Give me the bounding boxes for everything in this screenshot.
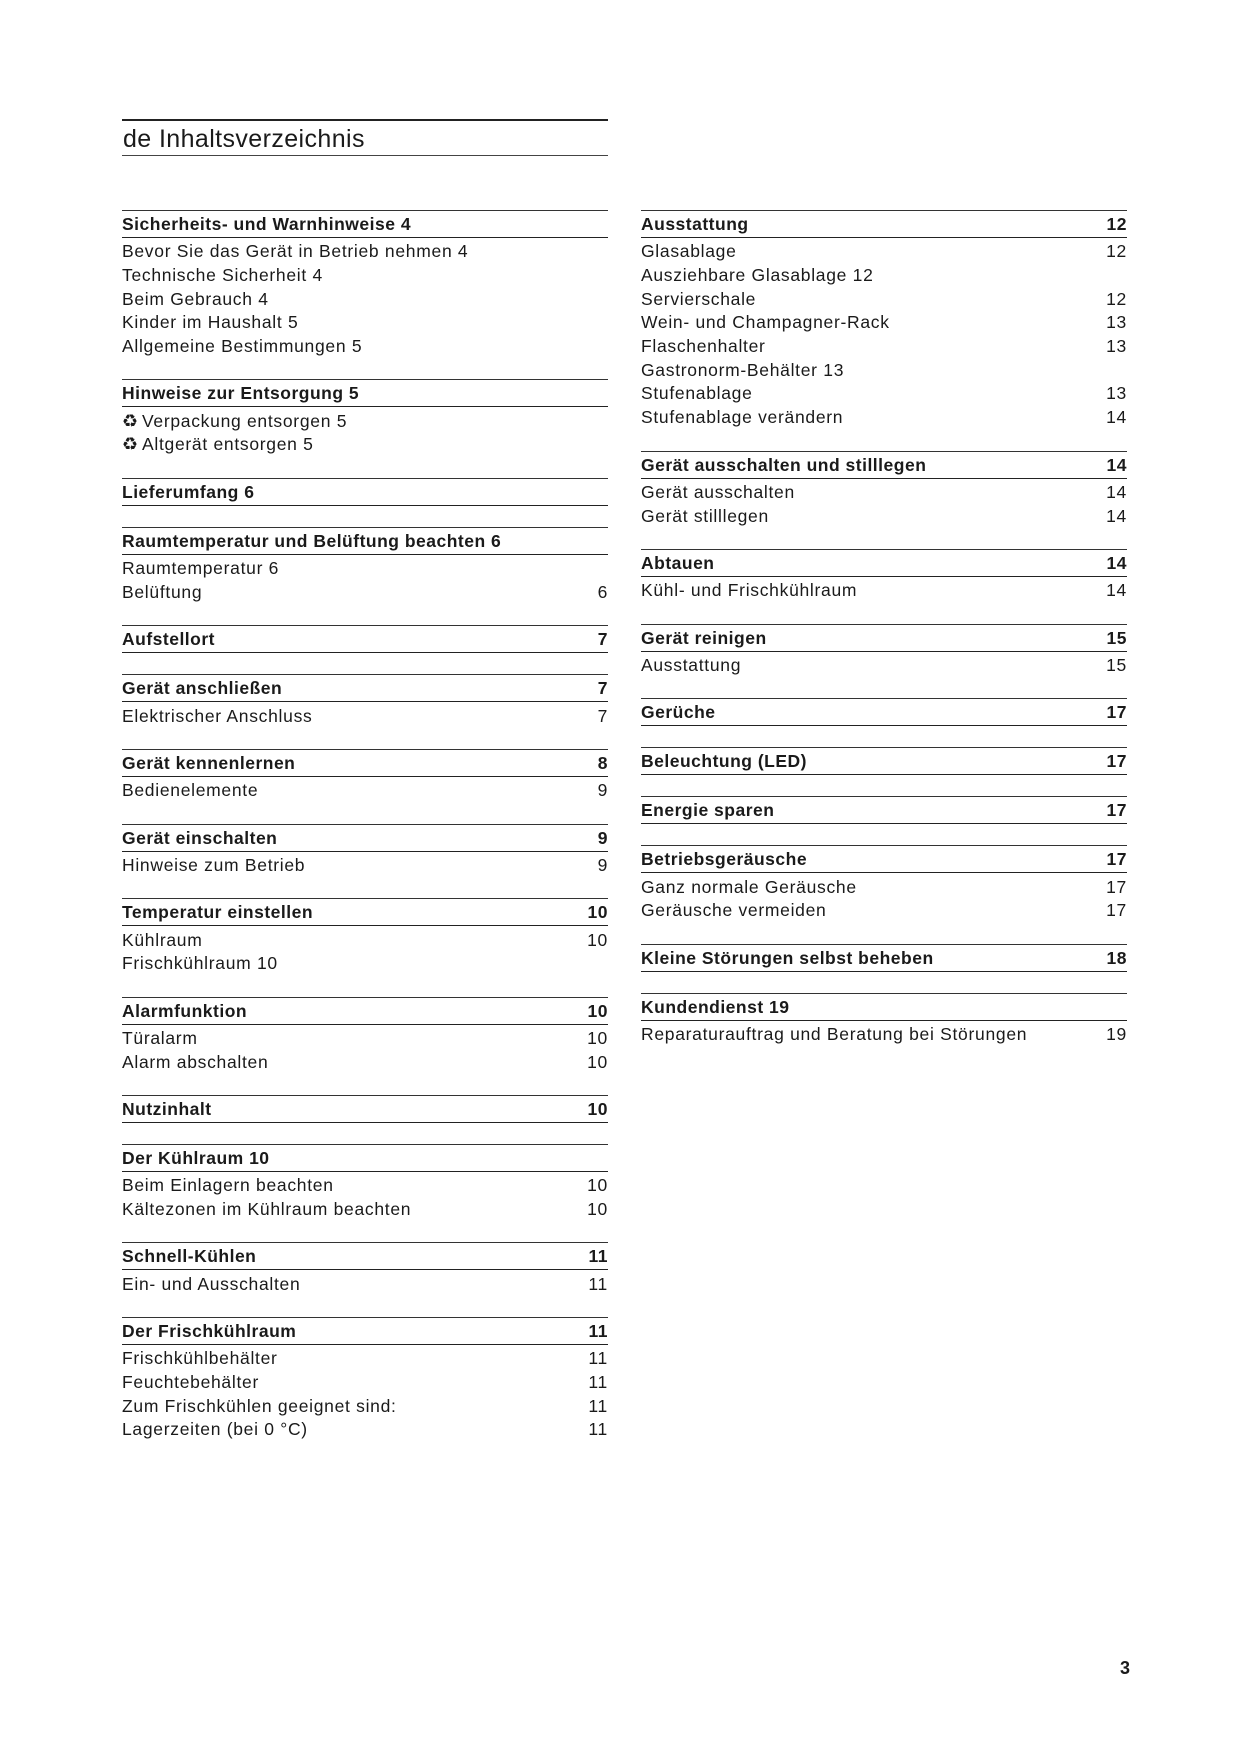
toc-entry-list <box>122 777 608 803</box>
toc-section <box>122 824 608 878</box>
toc-entry[interactable] <box>122 1272 608 1296</box>
toc-section-heading[interactable] <box>641 747 1127 775</box>
toc-entry[interactable] <box>641 240 1127 264</box>
section-page-number: 17 <box>1106 800 1127 821</box>
section-page-number: 8 <box>597 752 608 773</box>
section-title: Kleine Störungen selbst beheben <box>641 947 934 968</box>
entry-label: Lagerzeiten (bei 0 °C) <box>122 1419 308 1440</box>
entry-label: Feuchtebehälter <box>122 1372 259 1393</box>
entry-label: Altgerät entsorgen 5 <box>142 434 314 455</box>
entry-label: Kühlraum <box>122 929 203 950</box>
section-title: Lieferumfang 6 <box>122 481 255 502</box>
entry-label: Ganz normale Geräusche <box>641 876 857 897</box>
entry-page-number: 19 <box>1106 1023 1127 1044</box>
entry-page-number: 10 <box>587 929 608 950</box>
toc-left-column <box>122 210 608 1463</box>
toc-section-heading[interactable] <box>641 549 1127 577</box>
toc-section-heading[interactable] <box>122 478 608 506</box>
toc-section-heading[interactable] <box>122 1317 608 1345</box>
section-title: Der Frischkühlraum <box>122 1321 297 1342</box>
toc-section <box>122 749 608 803</box>
entry-label: Frischkühlraum 10 <box>122 953 278 974</box>
toc-entry-list <box>641 873 1127 922</box>
toc-section-heading[interactable] <box>122 1242 608 1270</box>
toc-section-heading[interactable] <box>122 625 608 653</box>
entry-page-number: 17 <box>1106 900 1127 921</box>
toc-entry-list <box>122 1172 608 1221</box>
entry-page-number: 11 <box>588 1273 608 1294</box>
toc-section <box>641 796 1127 824</box>
toc-section-heading[interactable] <box>641 796 1127 824</box>
entry-label: Beim Einlagern beachten <box>122 1175 334 1196</box>
entry-label: Beim Gebrauch 4 <box>122 288 269 309</box>
toc-entry[interactable] <box>122 311 608 335</box>
entry-page-number: 9 <box>597 780 608 801</box>
section-page-number: 14 <box>1106 552 1127 573</box>
section-title: Energie sparen <box>641 800 775 821</box>
toc-entry[interactable] <box>122 581 608 605</box>
entry-label: Hinweise zum Betrieb <box>122 854 306 875</box>
section-title: Alarmfunktion <box>122 1000 248 1021</box>
toc-entry[interactable] <box>122 1418 608 1442</box>
section-page-number: 18 <box>1106 947 1127 968</box>
toc-entry[interactable] <box>641 311 1127 335</box>
section-page-number: 11 <box>588 1246 608 1267</box>
page-number: 3 <box>1119 1658 1130 1678</box>
toc-entry[interactable] <box>122 1347 608 1371</box>
toc-entry[interactable] <box>122 952 608 976</box>
toc-right-column <box>641 210 1127 1067</box>
toc-entry[interactable] <box>122 1174 608 1198</box>
entry-label: Glasablage <box>641 241 737 262</box>
section-page-number: 14 <box>1106 454 1127 475</box>
toc-section-heading[interactable] <box>122 749 608 777</box>
toc-section <box>641 993 1127 1047</box>
entry-label: Gastronorm-Behälter 13 <box>641 359 845 380</box>
section-title: Der Kühlraum 10 <box>122 1148 270 1168</box>
section-title: Aufstellort <box>122 629 215 650</box>
toc-section <box>641 549 1127 603</box>
entry-label: Stufenablage <box>641 383 753 404</box>
toc-section-heading[interactable] <box>122 824 608 852</box>
section-title: Gerät kennenlernen <box>122 752 296 773</box>
entry-label: Reparaturauftrag und Beratung bei Störungen <box>641 1023 1028 1044</box>
section-title: Kundendienst 19 <box>641 996 790 1017</box>
toc-entry[interactable] <box>122 409 608 433</box>
toc-entry[interactable] <box>122 779 608 803</box>
entry-label: Allgemeine Bestimmungen 5 <box>122 336 363 357</box>
toc-entry[interactable] <box>641 875 1127 899</box>
recycle-icon: ♻ <box>122 410 139 431</box>
toc-entry[interactable] <box>641 358 1127 382</box>
section-title: Gerät ausschalten und stilllegen <box>641 454 927 475</box>
toc-section-heading[interactable] <box>122 210 608 238</box>
entry-label: Bevor Sie das Gerät in Betrieb nehmen 4 <box>122 241 469 262</box>
entry-page-number: 6 <box>597 581 608 602</box>
toc-section <box>122 1242 608 1296</box>
toc-section <box>641 451 1127 528</box>
entry-page-number: 11 <box>588 1372 608 1393</box>
section-page-number: 17 <box>1106 849 1127 870</box>
entry-page-number: 14 <box>1106 407 1127 428</box>
toc-entry[interactable] <box>641 481 1127 505</box>
entry-page-number: 10 <box>587 1199 608 1220</box>
toc-section <box>122 674 608 728</box>
entry-page-number: 10 <box>587 1027 608 1048</box>
toc-entry-list <box>122 852 608 878</box>
toc-entry[interactable] <box>122 557 608 581</box>
section-page-number: 10 <box>587 1000 608 1021</box>
toc-section <box>122 478 608 506</box>
toc-entry[interactable] <box>122 704 608 728</box>
toc-entry-list <box>122 238 608 358</box>
toc-entry[interactable] <box>122 287 608 311</box>
entry-page-number: 9 <box>597 854 608 875</box>
entry-page-number: 14 <box>1106 481 1127 502</box>
toc-entry-list <box>122 407 608 456</box>
entry-label: Wein- und Champagner-Rack <box>641 312 890 333</box>
toc-section <box>122 625 608 653</box>
entry-label: Alarm abschalten <box>122 1051 269 1072</box>
section-page-number: 10 <box>587 1099 608 1119</box>
toc-entry[interactable] <box>641 899 1127 923</box>
toc-entry[interactable] <box>641 335 1127 359</box>
entry-label: Flaschenhalter <box>641 336 766 357</box>
toc-section <box>122 210 608 358</box>
entry-page-number: 15 <box>1106 654 1127 675</box>
section-page-number: 12 <box>1106 214 1127 234</box>
entry-label: Ausstattung <box>641 654 742 675</box>
entry-page-number: 11 <box>588 1348 608 1369</box>
toc-entry[interactable] <box>122 1394 608 1418</box>
entry-page-number: 14 <box>1106 580 1127 601</box>
toc-section <box>122 379 608 456</box>
entry-label: Belüftung <box>122 581 203 602</box>
entry-page-number: 10 <box>587 1175 608 1196</box>
section-title: Gerät anschließen <box>122 678 283 699</box>
entry-page-number: 13 <box>1106 383 1127 404</box>
toc-entry[interactable] <box>641 382 1127 406</box>
toc-entry[interactable] <box>122 264 608 288</box>
toc-section <box>641 624 1127 678</box>
entry-label: Servierschale <box>641 288 757 309</box>
entry-label: Gerät ausschalten <box>641 481 795 502</box>
toc-entry-list <box>641 479 1127 528</box>
toc-section-heading[interactable] <box>641 993 1127 1021</box>
entry-page-number: 10 <box>587 1051 608 1072</box>
toc-section <box>122 1095 608 1123</box>
entry-label: Kühl- und Frischkühlraum <box>641 580 858 601</box>
toc-entry[interactable] <box>122 1198 608 1222</box>
toc-section <box>122 997 608 1074</box>
toc-entry[interactable] <box>641 504 1127 528</box>
entry-label: Elektrischer Anschluss <box>122 705 313 726</box>
entry-label: Ausziehbare Glasablage 12 <box>641 265 874 286</box>
toc-section-heading[interactable] <box>122 1095 608 1123</box>
entry-label: Zum Frischkühlen geeignet sind: <box>122 1395 397 1416</box>
toc-section <box>641 747 1127 775</box>
section-title: Hinweise zur Entsorgung 5 <box>122 383 360 404</box>
toc-section-heading[interactable] <box>641 845 1127 873</box>
toc-entry[interactable] <box>122 854 608 878</box>
entry-page-number: 14 <box>1106 505 1127 526</box>
toc-entry[interactable] <box>122 928 608 952</box>
toc-section-heading[interactable] <box>122 898 608 926</box>
toc-section <box>122 1144 608 1221</box>
toc-section-heading[interactable] <box>641 624 1127 652</box>
toc-entry[interactable] <box>122 335 608 359</box>
toc-entry[interactable] <box>122 1371 608 1395</box>
section-title: Betriebsgeräusche <box>641 849 808 870</box>
toc-entry[interactable] <box>641 1023 1127 1047</box>
toc-entry-list <box>641 238 1127 430</box>
entry-page-number: 17 <box>1106 876 1127 897</box>
toc-entry-list <box>122 1270 608 1296</box>
page-title: de Inhaltsverzeichnis <box>122 119 608 156</box>
toc-entry-list <box>122 555 608 604</box>
toc-section <box>641 944 1127 972</box>
entry-page-number: 11 <box>588 1419 608 1440</box>
toc-section <box>122 527 608 604</box>
entry-page-number: 12 <box>1106 241 1127 262</box>
entry-label: Bedienelemente <box>122 780 259 801</box>
toc-entry-list <box>122 702 608 728</box>
entry-label: Frischkühlbehälter <box>122 1348 278 1369</box>
section-title: Schnell-Kühlen <box>122 1246 257 1267</box>
toc-entry[interactable] <box>641 287 1127 311</box>
section-title: Raumtemperatur und Belüftung beachten 6 <box>122 530 502 551</box>
entry-page-number: 12 <box>1106 288 1127 309</box>
section-page-number: 17 <box>1106 702 1127 723</box>
toc-entry[interactable] <box>641 654 1127 678</box>
entry-label: Gerät stilllegen <box>641 505 769 526</box>
toc-entry-list <box>641 652 1127 678</box>
section-title: Sicherheits- und Warnhinweise 4 <box>122 214 412 234</box>
entry-page-number: 13 <box>1106 312 1127 333</box>
section-title: Gerät reinigen <box>641 627 767 648</box>
toc-entry[interactable] <box>122 240 608 264</box>
entry-label: Verpackung entsorgen 5 <box>142 410 348 431</box>
section-title: Gerüche <box>641 702 716 723</box>
section-page-number: 10 <box>587 902 608 923</box>
entry-page-number: 11 <box>588 1395 608 1416</box>
entry-label: Kältezonen im Kühlraum beachten <box>122 1199 412 1220</box>
toc-section <box>641 845 1127 922</box>
toc-section-heading[interactable] <box>641 698 1127 726</box>
section-page-number: 9 <box>597 827 608 848</box>
section-title: Beleuchtung (LED) <box>641 751 807 772</box>
section-page-number: 15 <box>1106 627 1127 648</box>
entry-label: Kinder im Haushalt 5 <box>122 312 299 333</box>
entry-page-number: 7 <box>597 705 608 726</box>
entry-label: Stufenablage verändern <box>641 407 844 428</box>
section-title: Abtauen <box>641 552 715 573</box>
toc-entry[interactable] <box>641 579 1127 603</box>
toc-section-heading[interactable] <box>641 451 1127 479</box>
entry-page-number: 13 <box>1106 336 1127 357</box>
toc-section-heading[interactable] <box>122 379 608 407</box>
toc-section <box>641 698 1127 726</box>
entry-label: Türalarm <box>122 1027 198 1048</box>
recycle-icon: ♻ <box>122 434 139 455</box>
toc-section-heading[interactable] <box>122 674 608 702</box>
toc-section-heading[interactable] <box>641 210 1127 238</box>
section-page-number: 11 <box>588 1321 608 1342</box>
toc-section-heading[interactable] <box>122 997 608 1025</box>
entry-label: Geräusche vermeiden <box>641 900 827 921</box>
toc-entry-list <box>122 1345 608 1442</box>
toc-section <box>641 210 1127 430</box>
section-page-number: 17 <box>1106 751 1127 772</box>
section-title: Temperatur einstellen <box>122 902 314 923</box>
entry-label: Raumtemperatur 6 <box>122 558 280 579</box>
toc-section <box>122 1317 608 1442</box>
toc-entry-list <box>122 1025 608 1074</box>
toc-entry[interactable] <box>641 406 1127 430</box>
toc-entry[interactable] <box>122 433 608 457</box>
toc-entry-list <box>122 926 608 975</box>
toc-section <box>122 898 608 975</box>
section-page-number: 7 <box>597 629 608 650</box>
section-title: Gerät einschalten <box>122 827 278 848</box>
toc-entry-list <box>641 577 1127 603</box>
toc-section-heading[interactable] <box>641 944 1127 972</box>
section-title: Ausstattung <box>641 214 749 234</box>
toc-section-heading[interactable] <box>122 1144 608 1172</box>
entry-label: Ein- und Ausschalten <box>122 1273 301 1294</box>
section-title: Nutzinhalt <box>122 1099 212 1119</box>
toc-entry-list <box>641 1021 1127 1047</box>
toc-entry[interactable] <box>122 1050 608 1074</box>
toc-section-heading[interactable] <box>122 527 608 555</box>
entry-label: Technische Sicherheit 4 <box>122 265 323 286</box>
section-page-number: 7 <box>597 678 608 699</box>
toc-entry[interactable] <box>641 264 1127 288</box>
toc-entry[interactable] <box>122 1027 608 1051</box>
